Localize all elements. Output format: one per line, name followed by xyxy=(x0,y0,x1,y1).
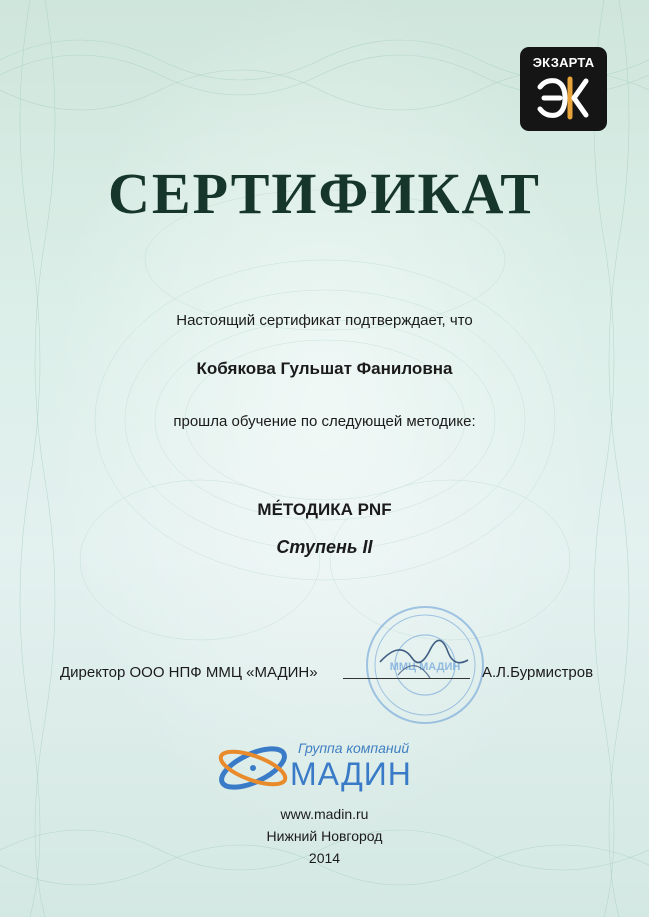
training-text: прошла обучение по следующей методике: xyxy=(173,413,476,430)
recipient-name: Кобякова Гульшат Фаниловна xyxy=(196,359,453,378)
website-text: www.madin.ru xyxy=(280,806,369,822)
signature-line xyxy=(343,678,470,679)
stamp-text: ММЦ МАДИН xyxy=(389,661,461,673)
signature-row xyxy=(0,662,649,692)
year-text: 2014 xyxy=(308,850,341,866)
director-name: А.Л.Бурмистров xyxy=(482,664,594,681)
method-stage: Ступень II xyxy=(276,537,373,557)
ekzarta-logo xyxy=(520,47,607,131)
ekzarta-logo-text: ЭКЗАРТА xyxy=(532,55,595,70)
madin-name: МАДИН xyxy=(290,756,412,792)
madin-logo-icon xyxy=(213,736,293,806)
director-position: Директор ООО НПФ ММЦ «МАДИН» xyxy=(60,664,318,681)
intro-text: Настоящий сертификат подтверждает, что xyxy=(176,312,473,329)
ekzarta-mark-icon xyxy=(534,73,594,123)
madin-group-label: Группа компаний xyxy=(298,740,410,756)
certificate-title: СЕРТИФИКАТ xyxy=(108,161,541,226)
method-title: МЕ́ТОДИКА PNF xyxy=(257,500,392,519)
city-text: Нижний Новгород xyxy=(266,828,383,844)
